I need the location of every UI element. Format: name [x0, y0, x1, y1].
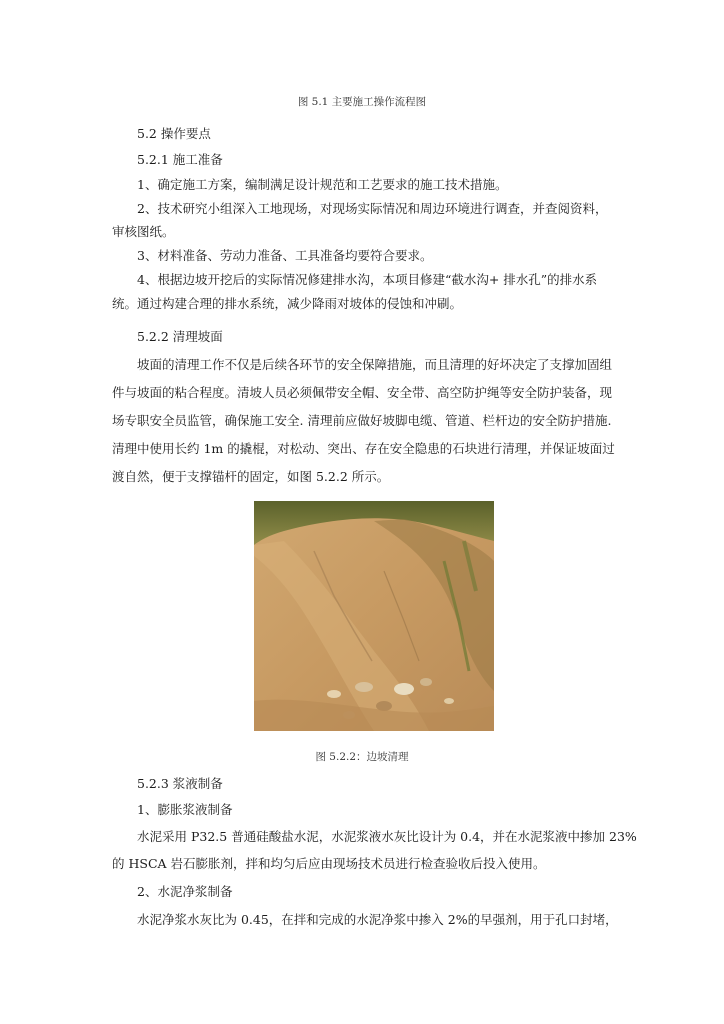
prep-item-4-line-2: 统。通过构建合理的排水系统，减少降雨对坡体的侵蚀和冲刷。: [112, 296, 463, 311]
photo-caption: 图 5.2.2：边坡清理: [315, 751, 409, 763]
prep-item-3: 3、材料准备、劳动力准备、工具准备均要符合要求。: [137, 248, 433, 263]
slope-cleaning-photo: [254, 501, 494, 731]
section-heading-5-2-2: 5.2.2 清理坡面: [137, 329, 223, 344]
clean-paragraph-line-4: 清理中使用长约 1m 的撬棍，对松动、突出、存在安全隐患的石块进行清理，并保证坡面过: [112, 441, 615, 456]
prep-item-2-line-1: 2、技术研究小组深入工地现场，对现场实际情况和周边环境进行调查，并查阅资料，: [137, 201, 608, 216]
section-heading-5-2: 5.2 操作要点: [137, 126, 211, 141]
slurry-subheading-2: 2、水泥净浆制备: [137, 884, 233, 899]
section-heading-5-2-1: 5.2.1 施工准备: [137, 152, 223, 167]
clean-paragraph-line-3: 场专职安全员监管，确保施工安全. 清理前应做好坡脚电缆、管道、栏杆边的安全防护措施.: [112, 413, 612, 428]
prep-item-4-line-1: 4、根据边坡开挖后的实际情况修建排水沟，本项目修建“截水沟+ 排水孔”的排水系: [137, 272, 598, 287]
clean-paragraph-line-2: 件与坡面的粘合程度。清坡人员必须佩带安全帽、安全带、高空防护绳等安全防护装备，现: [112, 385, 613, 400]
slurry-paragraph-1-line-1: 水泥采用 P32.5 普通硅酸盐水泥，水泥浆液水灰比设计为 0.4，并在水泥浆液中掺加 23%: [137, 829, 637, 844]
slurry-subheading-1: 1、膨胀浆液制备: [137, 802, 233, 817]
section-heading-5-2-3: 5.2.3 浆液制备: [137, 776, 223, 791]
prep-item-1: 1、确定施工方案，编制满足设计规范和工艺要求的施工技术措施。: [137, 177, 508, 192]
clean-paragraph-line-1: 坡面的清理工作不仅是后续各环节的安全保障措施，而且清理的好坏决定了支撑加固组: [137, 357, 613, 372]
slurry-paragraph-1-line-2: 的 HSCA 岩石膨胀剂，拌和均匀后应由现场技术员进行检查验收后投入使用。: [112, 856, 546, 871]
slurry-paragraph-2-line-1: 水泥净浆水灰比为 0.45，在拌和完成的水泥净浆中掺入 2%的早强剂，用于孔口封堵，: [137, 912, 618, 927]
prep-item-2-line-2: 审核图纸。: [112, 224, 175, 239]
figure-caption-5-1: 图 5.1 主要施工操作流程图: [297, 96, 427, 108]
clean-paragraph-line-5: 渡自然，便于支撑锚杆的固定，如图 5.2.2 所示。: [112, 469, 390, 484]
